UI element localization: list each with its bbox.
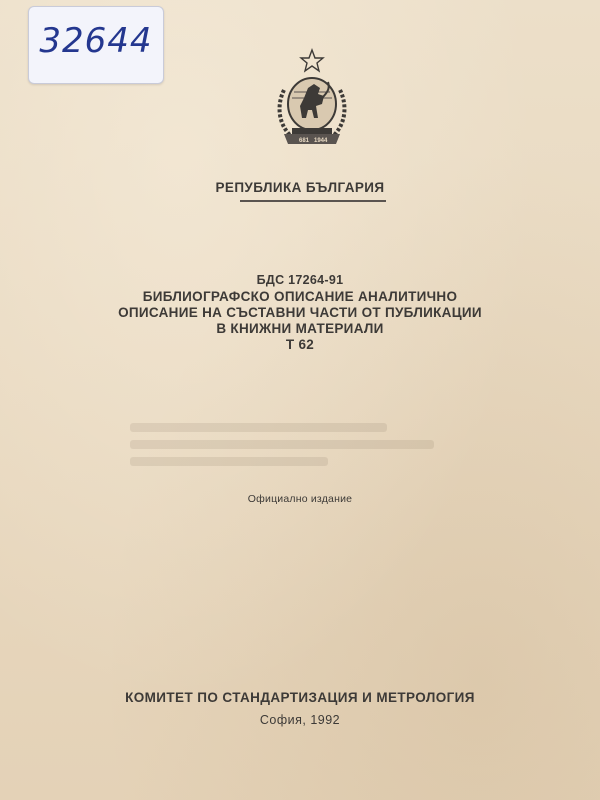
country-heading: РЕПУБЛИКА БЪЛГАРИЯ [215, 180, 385, 195]
standard-title-line: БИБЛИОГРАФСКО ОПИСАНИЕ АНАЛИТИЧНО [142, 289, 458, 304]
standard-block [0, 272, 600, 353]
state-emblem-icon [270, 48, 354, 150]
standard-code: БДС 17264-91 [256, 273, 344, 287]
edition-label: Официално издание [247, 493, 353, 505]
standard-title-line: ОПИСАНИЕ НА СЪСТАВНИ ЧАСТИ ОТ ПУБЛИКАЦИИ [118, 305, 482, 320]
heading-divider [240, 200, 386, 202]
standard-group: Т 62 [285, 337, 315, 352]
paper-showthrough [130, 415, 460, 485]
svg-text:681: 681 [299, 138, 310, 144]
inventory-sticker [28, 6, 164, 84]
publisher: КОМИТЕТ ПО СТАНДАРТИЗАЦИЯ И МЕТРОЛОГИЯ [125, 690, 475, 705]
standard-title-line: В КНИЖНИ МАТЕРИАЛИ [216, 321, 384, 336]
place-year: София, 1992 [259, 713, 341, 727]
svg-text:1944: 1944 [314, 138, 328, 144]
inventory-number: 32644 [39, 21, 153, 61]
